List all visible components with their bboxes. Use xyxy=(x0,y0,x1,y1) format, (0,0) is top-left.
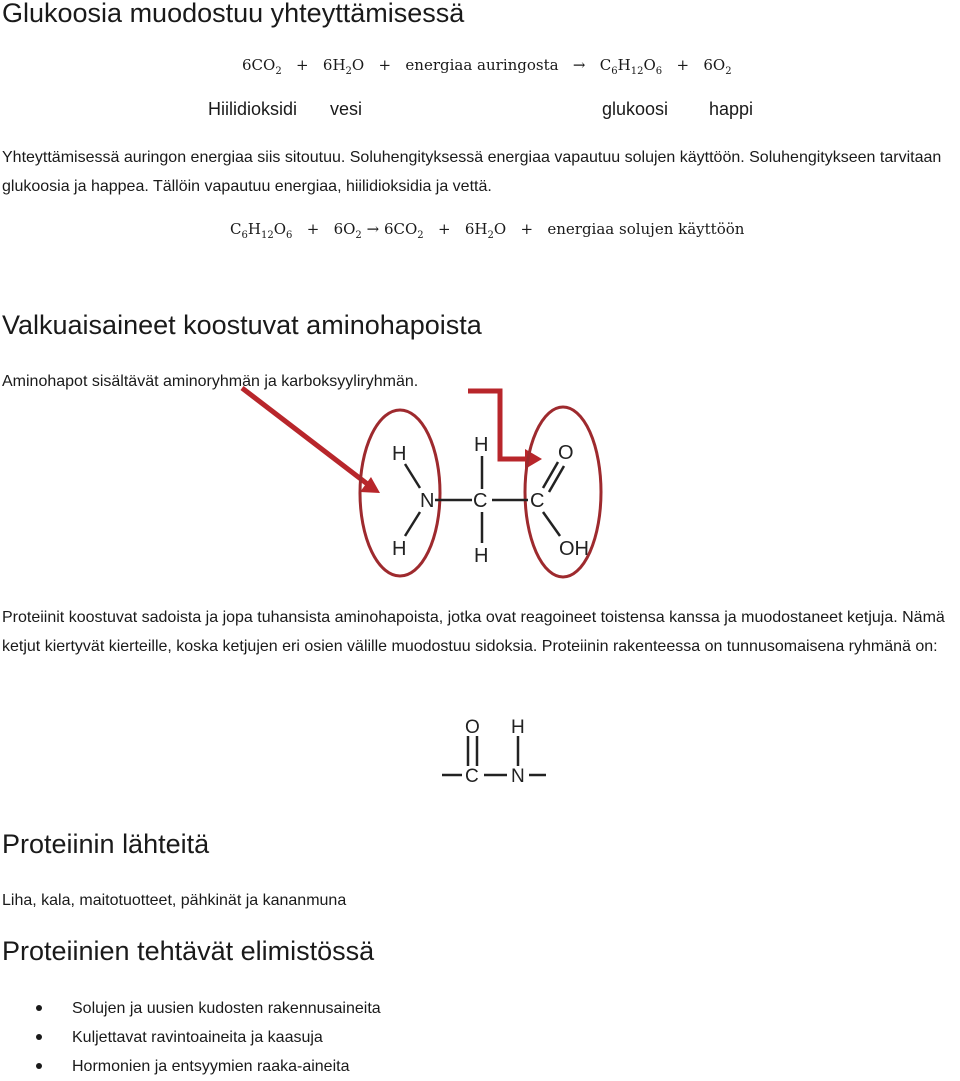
label-vesi: vesi xyxy=(330,99,363,119)
amino-acid-intro: Aminohapot sisältävät aminoryhmän ja karboksyyliryhmän. xyxy=(2,373,419,390)
bullet-icon xyxy=(36,1063,42,1069)
section-heading-tehtavat: Proteiinien tehtävät elimistössä xyxy=(2,936,375,966)
bond xyxy=(549,466,564,492)
atom-o: O xyxy=(558,442,574,464)
bullet-icon xyxy=(36,1005,42,1011)
protein-sources-text: Liha, kala, maitotuotteet, pähkinät ja kananmuna xyxy=(2,892,347,909)
section-heading-valkuaisaineet: Valkuaisaineet koostuvat aminohapoista xyxy=(2,310,482,340)
label-hiilidioksidi: Hiilidioksidi xyxy=(208,99,298,119)
paragraph-soluhengitys: Yhteyttämisessä auringon energiaa siis sitoutuu. Soluhengityksessä energiaa vapautuu solujen käyttöön. Soluhengitykseen tarvitaan glukoosia ja happea. Tällöin vapautuu energiaa, hiilidioksidia ja vettä. xyxy=(2,149,942,195)
section-heading-lahteita: Proteiinin lähteitä xyxy=(2,829,210,859)
atom-h: H xyxy=(511,717,525,738)
bond xyxy=(405,512,420,536)
bond xyxy=(405,464,420,488)
atom-h: H xyxy=(474,545,489,567)
paragraph-proteiinit: Proteiinit koostuvat sadoista ja jopa tuhansista aminohapoista, jotka ovat reagoineet toistensa kanssa ja muodostaneet ketjuja. Nämä ketjut kiertyvät kierteille, koska ketjujen eri osien välille muodostuu sidoksia. Proteiinin rakenteessa on tunnusomaisena ryhmänä on: xyxy=(2,609,945,655)
section-heading-glukoosi: Glukoosia muodostuu yhteyttämisessä xyxy=(2,0,465,28)
atom-o: O xyxy=(465,717,480,738)
atom-c: C xyxy=(473,490,488,512)
protein-functions-list xyxy=(0,994,700,1081)
atom-n: N xyxy=(511,766,525,787)
bond xyxy=(543,512,560,536)
label-happi: happi xyxy=(709,99,754,119)
photosynthesis-equation: $6CO_2$ + $6H_2O$ + energiaa auringosta → $C_6H_{12}O_6$ + $6O_2$ xyxy=(242,56,732,77)
list-item: Solujen ja uusien kudosten rakennusaineita xyxy=(0,994,700,1023)
atom-h: H xyxy=(474,434,489,456)
bullet-icon xyxy=(36,1034,42,1040)
bond xyxy=(543,462,558,488)
respiration-equation: $C_6H_{12}O_6$ + $6O_2 \to 6CO_2$ + $6H_2O$ + energiaa solujen käyttöön xyxy=(230,220,745,241)
atom-oh: OH xyxy=(559,538,589,560)
atom-h: H xyxy=(392,443,407,465)
label-glukoosi: glukoosi xyxy=(602,99,669,119)
list-item: Hormonien ja entsyymien raaka-aineita xyxy=(0,1052,700,1081)
atom-n: N xyxy=(420,490,435,512)
arrow-to-amino-group xyxy=(242,388,370,486)
amino-acid-structure xyxy=(230,385,610,585)
list-item: Kuljettavat ravintoaineita ja kaasuja xyxy=(0,1023,700,1052)
atom-c: C xyxy=(465,766,479,787)
atom-h: H xyxy=(392,538,407,560)
atom-c: C xyxy=(530,490,545,512)
peptide-group-structure xyxy=(440,715,550,790)
